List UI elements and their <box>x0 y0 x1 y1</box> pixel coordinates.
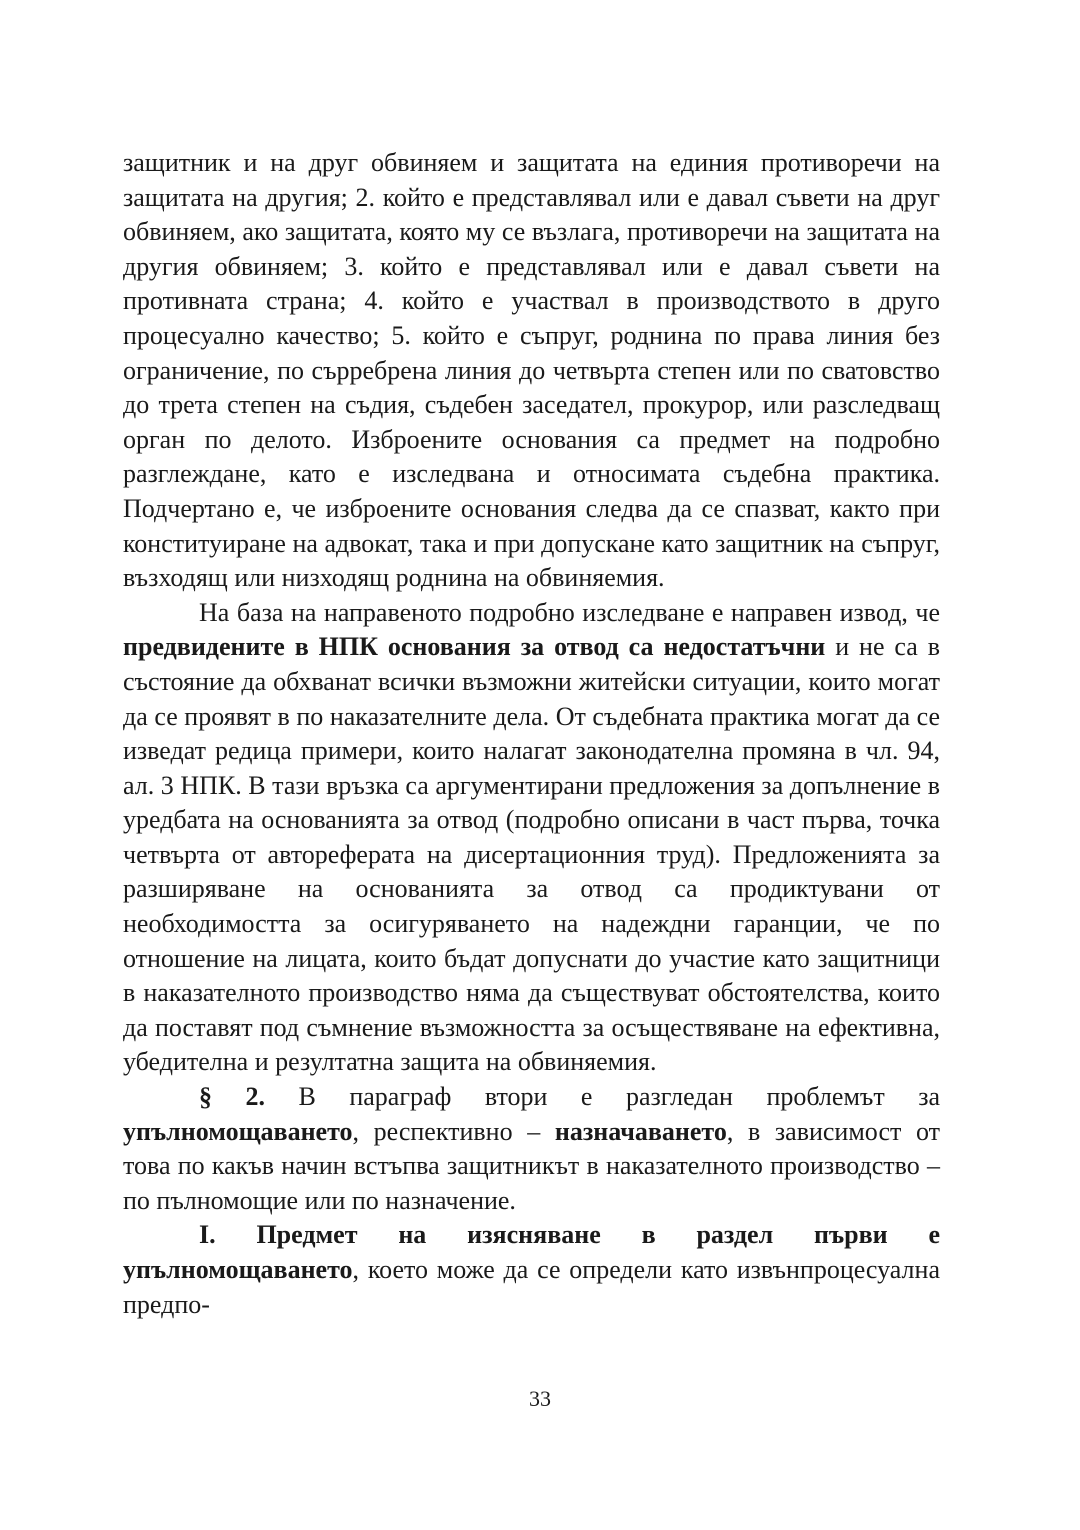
paragraph-4 <box>123 1218 940 1322</box>
paragraph-3-bold-b: назначаването <box>554 1116 727 1146</box>
paragraph-3-text-c: , в зависимост от това по какъв начин встъпва защитникът в наказателното производство – по пълномощие или по назначение. <box>123 1116 940 1215</box>
paragraph-2-bold: предвидените в НПК основания за отвод са недостатъчни <box>123 632 826 662</box>
paragraph-3-bold-a: упълномощаването <box>123 1116 353 1146</box>
paragraph-3-text-a: В параграф втори е разгледан проблемът за <box>265 1082 941 1112</box>
paragraph-3 <box>123 1080 940 1218</box>
paragraph-1-text: защитник и на друг обвиняем и защитата на единия противоречи на защитата на другия; 2. който е представлявал или е давал съвети на друг обвиняем, ако защитата, която му се възлага, противоречи на защитата на другия обвиняем; 3. който е представлявал или е давал съвети на противната страна; 4. който е участвал в производството в друго процесуално качество; 5. който е съпруг, роднина по права линия без ограничение, по сърребрена линия до четвърта степен или по сватовство до трета степен на съдия, съдебен заседател, прокурор, или разследващ орган по делото. Изброените основания са предмет на подробно разглеждане, като е изследвана и относимата съдебна практика. Подчертано е, че изброените основания следва да се спазват, както при конституиране на адвокат, така и при допускане като защитник на съпруг, възходящ или низходящ роднина на обвиняемия. <box>123 148 940 593</box>
body-text <box>123 146 940 1322</box>
page-number: 33 <box>529 1386 551 1411</box>
paragraph-2-text-b: и не са в състояние да обхванат всички възможни житейски ситуации, които могат да се проявят в по наказателните дела. От съдебната практика могат да се изведат редица примери, които налагат законодателна промяна в чл. 94, ал. 3 НПК. В тази връзка са аргументирани предложения за допълнение в уредбата на основанията за отвод (подробно описани в част първа, точка четвърта от автореферата на дисертационния труд). Предложенията за разширяване на основанията за отвод са продиктувани от необходимостта за осигуряването на надеждни гаранции, че по отношение на лицата, които бъдат допуснати до участие като защитници в наказателното производство няма да съществуват обстоятелства, които да поставят под съмнение възможността за осъществяване на ефективна, убедителна и резултатна защита на обвиняемия. <box>123 632 940 1077</box>
paragraph-1 <box>123 146 940 596</box>
paragraph-4-text: , което може да се определи като извънпроцесуална предпо- <box>123 1255 940 1319</box>
paragraph-2-text-a: На база на направеното подробно изследване е направен извод, че <box>199 597 940 627</box>
section-marker: § 2. <box>199 1082 265 1112</box>
subsection-heading: I. Предмет на изясняване в раздел първи е упълномощаването <box>123 1220 940 1284</box>
paragraph-2 <box>123 596 940 1080</box>
paragraph-3-text-b: , респективно – <box>352 1116 555 1146</box>
